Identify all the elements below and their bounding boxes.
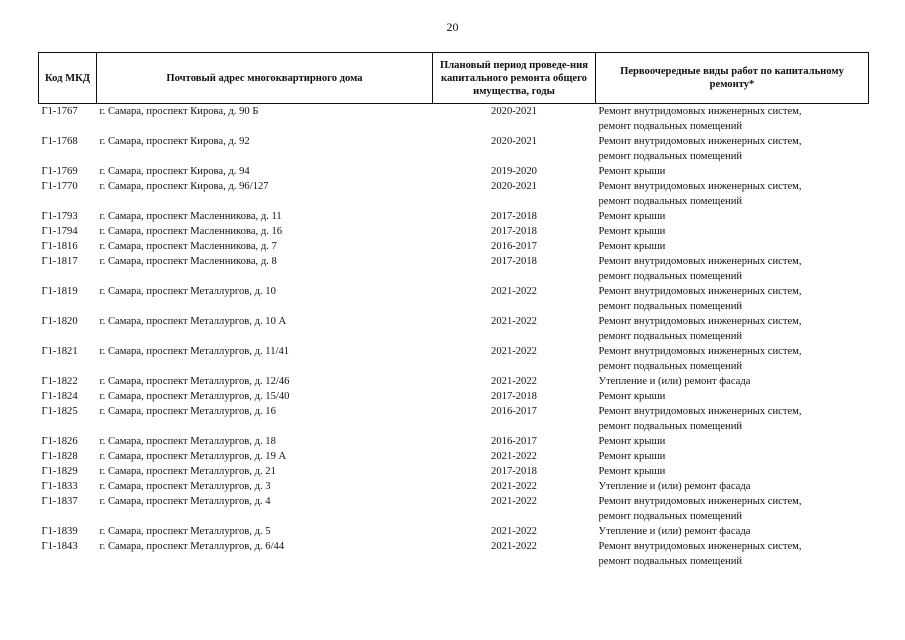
table-row	[39, 464, 869, 479]
table-row	[39, 449, 869, 464]
table-row	[39, 104, 869, 135]
table-row	[39, 224, 869, 239]
work-line: Ремонт внутридомовых инженерных систем,	[598, 496, 802, 507]
row-period: 2017-2018	[491, 226, 537, 237]
table-row	[39, 314, 869, 344]
table-row	[39, 389, 869, 404]
row-works	[596, 104, 869, 135]
row-period: 2021-2022	[491, 526, 537, 537]
table-row	[39, 374, 869, 389]
work-line: Утепление и (или) ремонт фасада	[598, 376, 751, 387]
work-line: Ремонт крыши	[598, 226, 666, 237]
row-address: г. Самара, проспект Масленникова, д. 11	[99, 211, 282, 222]
row-address: г. Самара, проспект Масленникова, д. 16	[99, 226, 283, 237]
work-line: Ремонт внутридомовых инженерных систем,	[598, 136, 802, 147]
row-works	[596, 224, 869, 239]
row-code: Г1-1828	[41, 451, 78, 462]
work-line: ремонт подвальных помещений	[598, 151, 743, 162]
work-line: ремонт подвальных помещений	[598, 196, 743, 207]
row-code: Г1-1794	[41, 226, 78, 237]
work-line: Ремонт внутридомовых инженерных систем,	[598, 256, 802, 267]
row-period: 2019-2020	[491, 166, 537, 177]
row-works	[596, 464, 869, 479]
row-works	[596, 374, 869, 389]
table-row	[39, 134, 869, 164]
row-works	[596, 254, 869, 284]
row-address: г. Самара, проспект Металлургов, д. 19 А	[99, 451, 287, 462]
row-code: Г1-1769	[41, 166, 78, 177]
work-line: Ремонт крыши	[598, 241, 666, 252]
row-works	[596, 209, 869, 224]
row-period: 2017-2018	[491, 466, 537, 477]
row-address: г. Самара, проспект Металлургов, д. 6/44	[99, 541, 285, 552]
table-row	[39, 479, 869, 494]
table-row	[39, 179, 869, 209]
row-code: Г1-1770	[41, 181, 78, 192]
row-period: 2020-2021	[491, 106, 537, 117]
row-works	[596, 239, 869, 254]
row-period: 2016-2017	[491, 241, 537, 252]
work-line: Ремонт внутридомовых инженерных систем,	[598, 541, 802, 552]
row-works	[596, 494, 869, 524]
work-line: Утепление и (или) ремонт фасада	[598, 526, 751, 537]
work-line: ремонт подвальных помещений	[598, 331, 743, 342]
table-row	[39, 344, 869, 374]
row-period: 2016-2017	[491, 436, 537, 447]
row-address: г. Самара, проспект Металлургов, д. 12/46	[99, 376, 290, 387]
work-line: Ремонт внутридомовых инженерных систем,	[598, 346, 802, 357]
row-address: г. Самара, проспект Металлургов, д. 21	[99, 466, 276, 477]
row-address: г. Самара, проспект Металлургов, д. 5	[99, 526, 271, 537]
table-row	[39, 434, 869, 449]
row-code: Г1-1768	[41, 136, 78, 147]
row-period: 2016-2017	[491, 406, 537, 417]
table-row	[39, 209, 869, 224]
row-address: г. Самара, проспект Металлургов, д. 15/40	[99, 391, 290, 402]
row-code: Г1-1817	[41, 256, 78, 267]
row-period: 2017-2018	[491, 211, 537, 222]
row-period: 2020-2021	[491, 136, 537, 147]
work-line: ремонт подвальных помещений	[598, 271, 743, 282]
work-line: Утепление и (или) ремонт фасада	[598, 481, 751, 492]
row-code: Г1-1833	[41, 481, 78, 492]
header-period: Плановый период проведе-ния капитального ремонта общего имущества, годы	[433, 53, 596, 104]
row-period: 2017-2018	[491, 256, 537, 267]
row-works	[596, 539, 869, 569]
work-line: Ремонт внутридомовых инженерных систем,	[598, 286, 802, 297]
work-line: Ремонт крыши	[598, 166, 666, 177]
row-code: Г1-1824	[41, 391, 78, 402]
row-works	[596, 434, 869, 449]
row-code: Г1-1820	[41, 316, 78, 327]
row-period: 2021-2022	[491, 376, 537, 387]
row-code: Г1-1839	[41, 526, 78, 537]
table-row	[39, 539, 869, 569]
row-address: г. Самара, проспект Металлургов, д. 3	[99, 481, 271, 492]
row-code: Г1-1837	[41, 496, 78, 507]
work-line: Ремонт внутридомовых инженерных систем,	[598, 406, 802, 417]
row-address: г. Самара, проспект Кирова, д. 92	[99, 136, 250, 147]
table-row	[39, 524, 869, 539]
row-code: Г1-1793	[41, 211, 78, 222]
work-line: ремонт подвальных помещений	[598, 421, 743, 432]
table-row	[39, 404, 869, 434]
row-works	[596, 524, 869, 539]
row-code: Г1-1767	[41, 106, 78, 117]
row-code: Г1-1826	[41, 436, 78, 447]
row-address: г. Самара, проспект Кирова, д. 94	[99, 166, 250, 177]
row-works	[596, 389, 869, 404]
row-code: Г1-1821	[41, 346, 78, 357]
work-line: Ремонт крыши	[598, 391, 666, 402]
row-period: 2021-2022	[491, 316, 537, 327]
row-address: г. Самара, проспект Металлургов, д. 11/41	[99, 346, 290, 357]
table-row	[39, 254, 869, 284]
row-address: г. Самара, проспект Металлургов, д. 18	[99, 436, 276, 447]
row-address: г. Самара, проспект Масленникова, д. 7	[99, 241, 277, 252]
row-period: 2021-2022	[491, 346, 537, 357]
row-address: г. Самара, проспект Металлургов, д. 16	[99, 406, 276, 417]
row-period: 2021-2022	[491, 286, 537, 297]
header-works: Первоочередные виды работ по капитальному ремонту*	[596, 53, 869, 104]
row-code: Г1-1829	[41, 466, 78, 477]
row-period: 2021-2022	[491, 541, 537, 552]
row-period: 2021-2022	[491, 496, 537, 507]
row-address: г. Самара, проспект Металлургов, д. 10	[99, 286, 276, 297]
work-line: ремонт подвальных помещений	[598, 511, 743, 522]
row-address: г. Самара, проспект Металлургов, д. 10 А	[99, 316, 287, 327]
row-works	[596, 179, 869, 209]
table-row	[39, 284, 869, 314]
work-line: ремонт подвальных помещений	[598, 301, 743, 312]
work-line: ремонт подвальных помещений	[598, 361, 743, 372]
header-address: Почтовый адрес многоквартирного дома	[97, 53, 433, 104]
row-works	[596, 344, 869, 374]
work-line: Ремонт внутридомовых инженерных систем,	[598, 106, 802, 117]
row-period: 2021-2022	[491, 451, 537, 462]
row-code: Г1-1822	[41, 376, 78, 387]
row-period: 2021-2022	[491, 481, 537, 492]
row-works	[596, 164, 869, 179]
work-line: Ремонт внутридомовых инженерных систем,	[598, 316, 802, 327]
row-works	[596, 284, 869, 314]
work-line: Ремонт крыши	[598, 451, 666, 462]
work-line: Ремонт крыши	[598, 436, 666, 447]
table-row	[39, 494, 869, 524]
row-works	[596, 404, 869, 434]
header-code: Код МКД	[39, 53, 97, 104]
work-line: Ремонт крыши	[598, 466, 666, 477]
table-row	[39, 239, 869, 254]
row-works	[596, 479, 869, 494]
row-code: Г1-1843	[41, 541, 78, 552]
row-period: 2017-2018	[491, 391, 537, 402]
work-line: ремонт подвальных помещений	[598, 556, 743, 567]
table-body	[39, 104, 869, 570]
row-address: г. Самара, проспект Масленникова, д. 8	[99, 256, 277, 267]
row-address: г. Самара, проспект Кирова, д. 96/127	[99, 181, 269, 192]
row-period: 2020-2021	[491, 181, 537, 192]
row-address: г. Самара, проспект Металлургов, д. 4	[99, 496, 271, 507]
row-code: Г1-1825	[41, 406, 78, 417]
work-line: Ремонт крыши	[598, 211, 666, 222]
row-works	[596, 134, 869, 164]
row-works	[596, 314, 869, 344]
table-row	[39, 164, 869, 179]
page-number: 20	[446, 20, 459, 34]
work-line: ремонт подвальных помещений	[598, 121, 743, 132]
work-line: Ремонт внутридомовых инженерных систем,	[598, 181, 802, 192]
row-code: Г1-1816	[41, 241, 78, 252]
row-works	[596, 449, 869, 464]
table-header-row	[39, 53, 869, 104]
row-code: Г1-1819	[41, 286, 78, 297]
capital-repair-table	[38, 52, 869, 569]
row-address: г. Самара, проспект Кирова, д. 90 Б	[99, 106, 259, 117]
